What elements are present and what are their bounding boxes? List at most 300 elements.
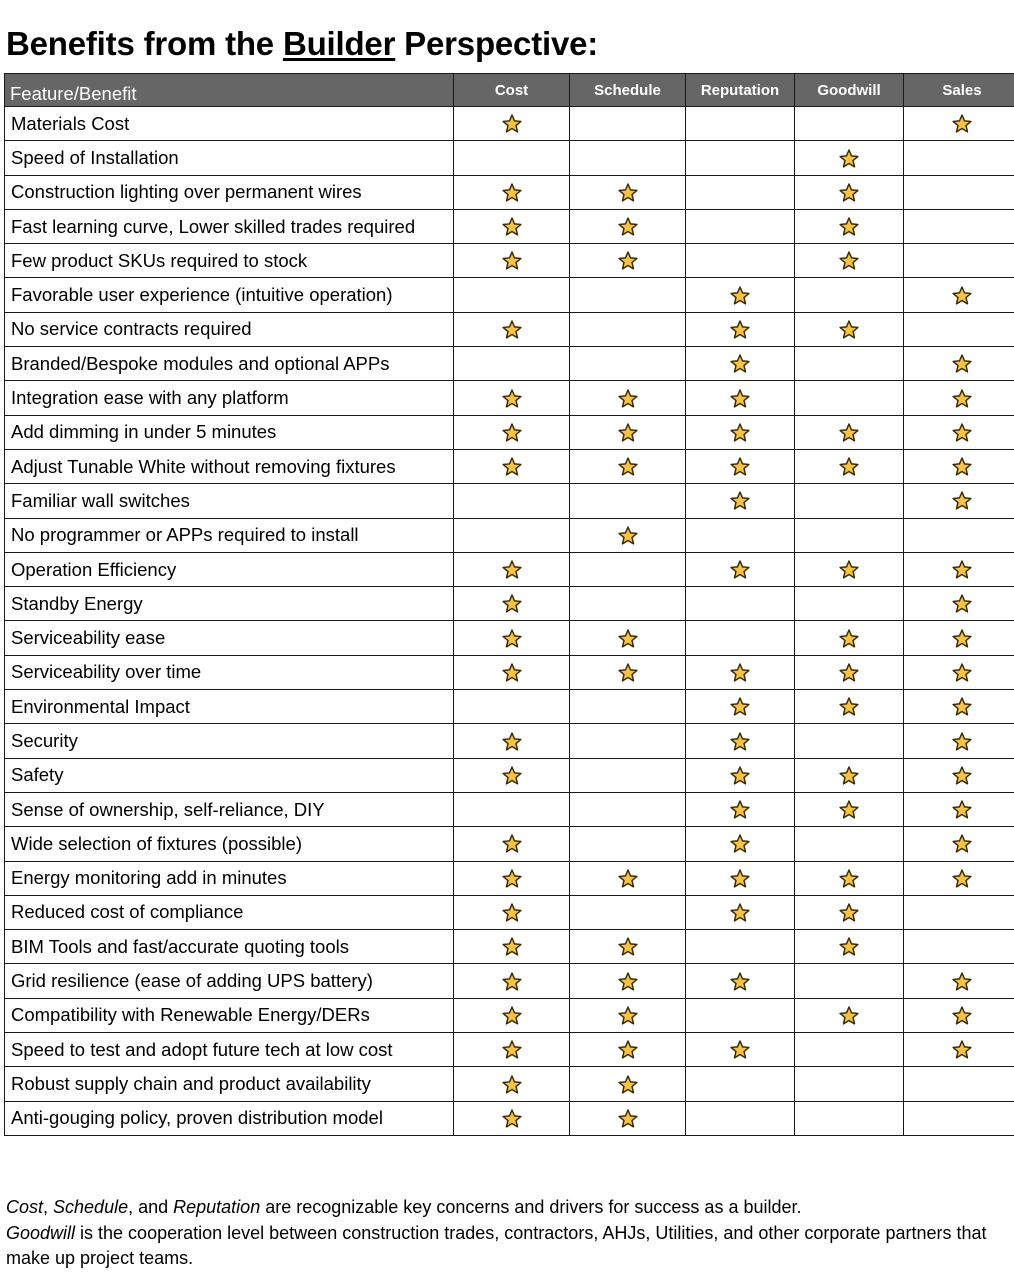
star-icon [501, 731, 523, 753]
cell-schedule [570, 758, 686, 792]
cell-reputation [686, 1067, 795, 1101]
feature-label: Serviceability over time [5, 655, 454, 689]
star-icon [729, 388, 751, 410]
cell-goodwill [795, 518, 904, 552]
cell-reputation [686, 930, 795, 964]
cell-goodwill [795, 484, 904, 518]
cell-reputation [686, 998, 795, 1032]
cell-reputation [686, 895, 795, 929]
cell-goodwill [795, 1067, 904, 1101]
cell-reputation [686, 655, 795, 689]
table-row [5, 415, 1014, 449]
cell-sales [904, 861, 1014, 895]
feature-label: No programmer or APPs required to install [5, 518, 454, 552]
cell-reputation [686, 484, 795, 518]
footer-line-2-text: is the cooperation level between construction trades, contractors, AHJs, Utilities, and other corporate partners that make up project teams. [6, 1222, 987, 1268]
cell-goodwill [795, 347, 904, 381]
cell-sales [904, 1101, 1014, 1135]
star-icon [951, 765, 973, 787]
cell-cost [454, 998, 570, 1032]
star-icon [951, 422, 973, 444]
cell-cost [454, 518, 570, 552]
cell-schedule [570, 964, 686, 998]
table-row [5, 381, 1014, 415]
cell-schedule [570, 998, 686, 1032]
star-icon [951, 285, 973, 307]
cell-sales [904, 175, 1014, 209]
feature-label: Standby Energy [5, 587, 454, 621]
cell-schedule [570, 209, 686, 243]
table-row [5, 758, 1014, 792]
cell-goodwill [795, 621, 904, 655]
cell-schedule [570, 381, 686, 415]
star-icon [617, 662, 639, 684]
star-icon [501, 868, 523, 890]
star-icon [951, 559, 973, 581]
cell-sales [904, 278, 1014, 312]
cell-cost [454, 347, 570, 381]
star-icon [501, 388, 523, 410]
cell-goodwill [795, 209, 904, 243]
star-icon [951, 1005, 973, 1027]
feature-label: Safety [5, 758, 454, 792]
table-row [5, 484, 1014, 518]
cell-sales [904, 449, 1014, 483]
star-icon [729, 971, 751, 993]
cell-reputation [686, 518, 795, 552]
cell-sales [904, 141, 1014, 175]
cell-sales [904, 792, 1014, 826]
cell-schedule [570, 861, 686, 895]
cell-cost [454, 1033, 570, 1067]
header-reputation: Reputation [686, 74, 795, 107]
star-icon [729, 285, 751, 307]
cell-schedule [570, 552, 686, 586]
feature-label: Materials Cost [5, 107, 454, 141]
cell-schedule [570, 484, 686, 518]
cell-schedule [570, 312, 686, 346]
cell-cost [454, 964, 570, 998]
table-row [5, 895, 1014, 929]
title-prefix: Benefits from the [6, 25, 283, 62]
cell-reputation [686, 175, 795, 209]
table-row [5, 141, 1014, 175]
table-row [5, 449, 1014, 483]
table-row [5, 312, 1014, 346]
feature-label: Few product SKUs required to stock [5, 244, 454, 278]
star-icon [501, 662, 523, 684]
table-row [5, 552, 1014, 586]
star-icon [501, 1005, 523, 1027]
star-icon [838, 182, 860, 204]
benefits-table [4, 73, 1014, 1136]
star-icon [729, 422, 751, 444]
star-icon [729, 456, 751, 478]
cell-goodwill [795, 449, 904, 483]
cell-reputation [686, 621, 795, 655]
star-icon [838, 456, 860, 478]
cell-cost [454, 655, 570, 689]
feature-label: Speed of Installation [5, 141, 454, 175]
cell-schedule [570, 449, 686, 483]
star-icon [951, 799, 973, 821]
star-icon [838, 148, 860, 170]
table-body [5, 107, 1014, 1136]
footer-line-1 [6, 1195, 996, 1221]
star-icon [729, 559, 751, 581]
star-icon [838, 799, 860, 821]
cell-goodwill [795, 964, 904, 998]
cell-sales [904, 724, 1014, 758]
feature-label: Compatibility with Renewable Energy/DERs [5, 998, 454, 1032]
cell-schedule [570, 792, 686, 826]
feature-label: Energy monitoring add in minutes [5, 861, 454, 895]
feature-label: BIM Tools and fast/accurate quoting tools [5, 930, 454, 964]
star-icon [501, 971, 523, 993]
feature-label: Adjust Tunable White without removing fixtures [5, 449, 454, 483]
table-row [5, 861, 1014, 895]
star-icon [501, 456, 523, 478]
star-icon [729, 696, 751, 718]
star-icon [838, 422, 860, 444]
cell-reputation [686, 552, 795, 586]
cell-sales [904, 552, 1014, 586]
cell-schedule [570, 690, 686, 724]
star-icon [951, 628, 973, 650]
cell-sales [904, 484, 1014, 518]
star-icon [501, 593, 523, 615]
cell-sales [904, 758, 1014, 792]
star-icon [729, 799, 751, 821]
footer-notes [6, 1195, 996, 1272]
star-icon [951, 113, 973, 135]
table-row [5, 518, 1014, 552]
table-row [5, 1067, 1014, 1101]
star-icon [617, 868, 639, 890]
star-icon [617, 525, 639, 547]
cell-sales [904, 1033, 1014, 1067]
star-icon [838, 696, 860, 718]
cell-cost [454, 1067, 570, 1101]
feature-label: Operation Efficiency [5, 552, 454, 586]
cell-reputation [686, 415, 795, 449]
cell-reputation [686, 861, 795, 895]
feature-label: Integration ease with any platform [5, 381, 454, 415]
table-row [5, 655, 1014, 689]
cell-sales [904, 244, 1014, 278]
cell-schedule [570, 347, 686, 381]
table-row [5, 792, 1014, 826]
feature-label: Reduced cost of compliance [5, 895, 454, 929]
star-icon [501, 628, 523, 650]
cell-sales [904, 895, 1014, 929]
star-icon [617, 1039, 639, 1061]
star-icon [617, 456, 639, 478]
cell-cost [454, 827, 570, 861]
footer-separator-1: , [43, 1197, 54, 1217]
cell-schedule [570, 895, 686, 929]
cell-goodwill [795, 107, 904, 141]
cell-schedule [570, 175, 686, 209]
star-icon [617, 422, 639, 444]
table-row [5, 930, 1014, 964]
cell-sales [904, 655, 1014, 689]
cell-cost [454, 449, 570, 483]
cell-cost [454, 1101, 570, 1135]
cell-goodwill [795, 141, 904, 175]
cell-schedule [570, 724, 686, 758]
footer-term-reputation: Reputation [173, 1197, 261, 1217]
feature-label: Branded/Bespoke modules and optional APPs [5, 347, 454, 381]
feature-label: Grid resilience (ease of adding UPS battery) [5, 964, 454, 998]
cell-goodwill [795, 827, 904, 861]
star-icon [729, 319, 751, 341]
footer-term-schedule: Schedule [53, 1197, 129, 1217]
footer-separator-2: , and [128, 1197, 174, 1217]
cell-schedule [570, 1101, 686, 1135]
cell-schedule [570, 621, 686, 655]
cell-goodwill [795, 724, 904, 758]
star-icon [729, 833, 751, 855]
cell-sales [904, 518, 1014, 552]
header-schedule: Schedule [570, 74, 686, 107]
table-row [5, 209, 1014, 243]
cell-reputation [686, 278, 795, 312]
feature-label: Wide selection of fixtures (possible) [5, 827, 454, 861]
cell-sales [904, 964, 1014, 998]
cell-cost [454, 587, 570, 621]
cell-reputation [686, 312, 795, 346]
table-row [5, 107, 1014, 141]
feature-label: Robust supply chain and product availability [5, 1067, 454, 1101]
cell-cost [454, 209, 570, 243]
cell-reputation [686, 449, 795, 483]
cell-cost [454, 381, 570, 415]
cell-sales [904, 107, 1014, 141]
star-icon [729, 662, 751, 684]
star-icon [729, 490, 751, 512]
cell-cost [454, 107, 570, 141]
star-icon [501, 319, 523, 341]
star-icon [501, 1074, 523, 1096]
table-row [5, 827, 1014, 861]
feature-label: Environmental Impact [5, 690, 454, 724]
star-icon [617, 250, 639, 272]
table-row [5, 724, 1014, 758]
table-row [5, 1101, 1014, 1135]
star-icon [501, 250, 523, 272]
star-icon [729, 731, 751, 753]
cell-cost [454, 141, 570, 175]
cell-cost [454, 861, 570, 895]
star-icon [617, 971, 639, 993]
star-icon [729, 1039, 751, 1061]
cell-goodwill [795, 758, 904, 792]
star-icon [838, 250, 860, 272]
cell-sales [904, 998, 1014, 1032]
cell-schedule [570, 587, 686, 621]
cell-schedule [570, 1033, 686, 1067]
cell-goodwill [795, 792, 904, 826]
star-icon [838, 216, 860, 238]
star-icon [951, 1039, 973, 1061]
star-icon [729, 765, 751, 787]
cell-goodwill [795, 655, 904, 689]
cell-sales [904, 209, 1014, 243]
feature-label: No service contracts required [5, 312, 454, 346]
cell-reputation [686, 244, 795, 278]
cell-goodwill [795, 381, 904, 415]
star-icon [951, 353, 973, 375]
cell-sales [904, 1067, 1014, 1101]
cell-goodwill [795, 552, 904, 586]
cell-schedule [570, 244, 686, 278]
cell-schedule [570, 655, 686, 689]
cell-sales [904, 381, 1014, 415]
title-suffix: Perspective: [395, 25, 599, 62]
cell-goodwill [795, 895, 904, 929]
star-icon [501, 216, 523, 238]
cell-reputation [686, 964, 795, 998]
star-icon [501, 422, 523, 444]
cell-schedule [570, 415, 686, 449]
cell-reputation [686, 827, 795, 861]
cell-cost [454, 690, 570, 724]
star-icon [617, 1074, 639, 1096]
cell-sales [904, 587, 1014, 621]
cell-reputation [686, 1101, 795, 1135]
page-title [6, 22, 598, 66]
cell-schedule [570, 1067, 686, 1101]
cell-cost [454, 484, 570, 518]
cell-reputation [686, 209, 795, 243]
feature-label: Familiar wall switches [5, 484, 454, 518]
table-row [5, 347, 1014, 381]
star-icon [617, 1005, 639, 1027]
table-row [5, 690, 1014, 724]
cell-goodwill [795, 930, 904, 964]
feature-label: Favorable user experience (intuitive operation) [5, 278, 454, 312]
cell-reputation [686, 690, 795, 724]
cell-sales [904, 415, 1014, 449]
footer-line-1-text: are recognizable key concerns and drivers for success as a builder. [260, 1197, 802, 1217]
cell-cost [454, 930, 570, 964]
star-icon [729, 902, 751, 924]
star-icon [838, 662, 860, 684]
star-icon [951, 731, 973, 753]
star-icon [617, 936, 639, 958]
cell-reputation [686, 141, 795, 175]
cell-cost [454, 415, 570, 449]
header-sales: Sales [904, 74, 1014, 107]
cell-goodwill [795, 690, 904, 724]
cell-cost [454, 758, 570, 792]
star-icon [838, 868, 860, 890]
star-icon [501, 113, 523, 135]
feature-label: Security [5, 724, 454, 758]
table-row [5, 278, 1014, 312]
header-goodwill: Goodwill [795, 74, 904, 107]
cell-goodwill [795, 244, 904, 278]
cell-goodwill [795, 1033, 904, 1067]
table-row [5, 587, 1014, 621]
feature-label: Anti-gouging policy, proven distribution model [5, 1101, 454, 1135]
cell-schedule [570, 827, 686, 861]
cell-sales [904, 690, 1014, 724]
star-icon [951, 490, 973, 512]
cell-cost [454, 175, 570, 209]
footer-line-2 [6, 1221, 996, 1272]
cell-cost [454, 895, 570, 929]
feature-label: Construction lighting over permanent wires [5, 175, 454, 209]
star-icon [838, 902, 860, 924]
footer-term-goodwill: Goodwill [6, 1222, 76, 1243]
cell-schedule [570, 930, 686, 964]
cell-reputation [686, 107, 795, 141]
cell-cost [454, 278, 570, 312]
star-icon [951, 456, 973, 478]
cell-reputation [686, 1033, 795, 1067]
cell-reputation [686, 758, 795, 792]
cell-cost [454, 244, 570, 278]
star-icon [501, 936, 523, 958]
star-icon [838, 559, 860, 581]
table-row [5, 964, 1014, 998]
cell-goodwill [795, 175, 904, 209]
star-icon [501, 902, 523, 924]
cell-reputation [686, 381, 795, 415]
cell-sales [904, 930, 1014, 964]
star-icon [838, 319, 860, 341]
cell-goodwill [795, 278, 904, 312]
star-icon [838, 628, 860, 650]
star-icon [617, 1108, 639, 1130]
star-icon [951, 696, 973, 718]
star-icon [729, 353, 751, 375]
star-icon [838, 1005, 860, 1027]
table-row [5, 1033, 1014, 1067]
star-icon [617, 182, 639, 204]
cell-goodwill [795, 998, 904, 1032]
feature-label: Add dimming in under 5 minutes [5, 415, 454, 449]
cell-goodwill [795, 1101, 904, 1135]
cell-cost [454, 621, 570, 655]
star-icon [729, 868, 751, 890]
star-icon [501, 1039, 523, 1061]
feature-label: Fast learning curve, Lower skilled trades required [5, 209, 454, 243]
cell-sales [904, 347, 1014, 381]
feature-label: Speed to test and adopt future tech at low cost [5, 1033, 454, 1067]
cell-reputation [686, 587, 795, 621]
header-cost: Cost [454, 74, 570, 107]
cell-reputation [686, 347, 795, 381]
cell-cost [454, 792, 570, 826]
cell-schedule [570, 278, 686, 312]
cell-cost [454, 312, 570, 346]
star-icon [501, 765, 523, 787]
star-icon [951, 971, 973, 993]
feature-label: Serviceability ease [5, 621, 454, 655]
cell-sales [904, 312, 1014, 346]
header-feature-benefit: Feature/Benefit [5, 74, 454, 107]
star-icon [838, 765, 860, 787]
star-icon [951, 662, 973, 684]
cell-sales [904, 621, 1014, 655]
cell-goodwill [795, 587, 904, 621]
cell-goodwill [795, 415, 904, 449]
star-icon [838, 936, 860, 958]
star-icon [617, 628, 639, 650]
